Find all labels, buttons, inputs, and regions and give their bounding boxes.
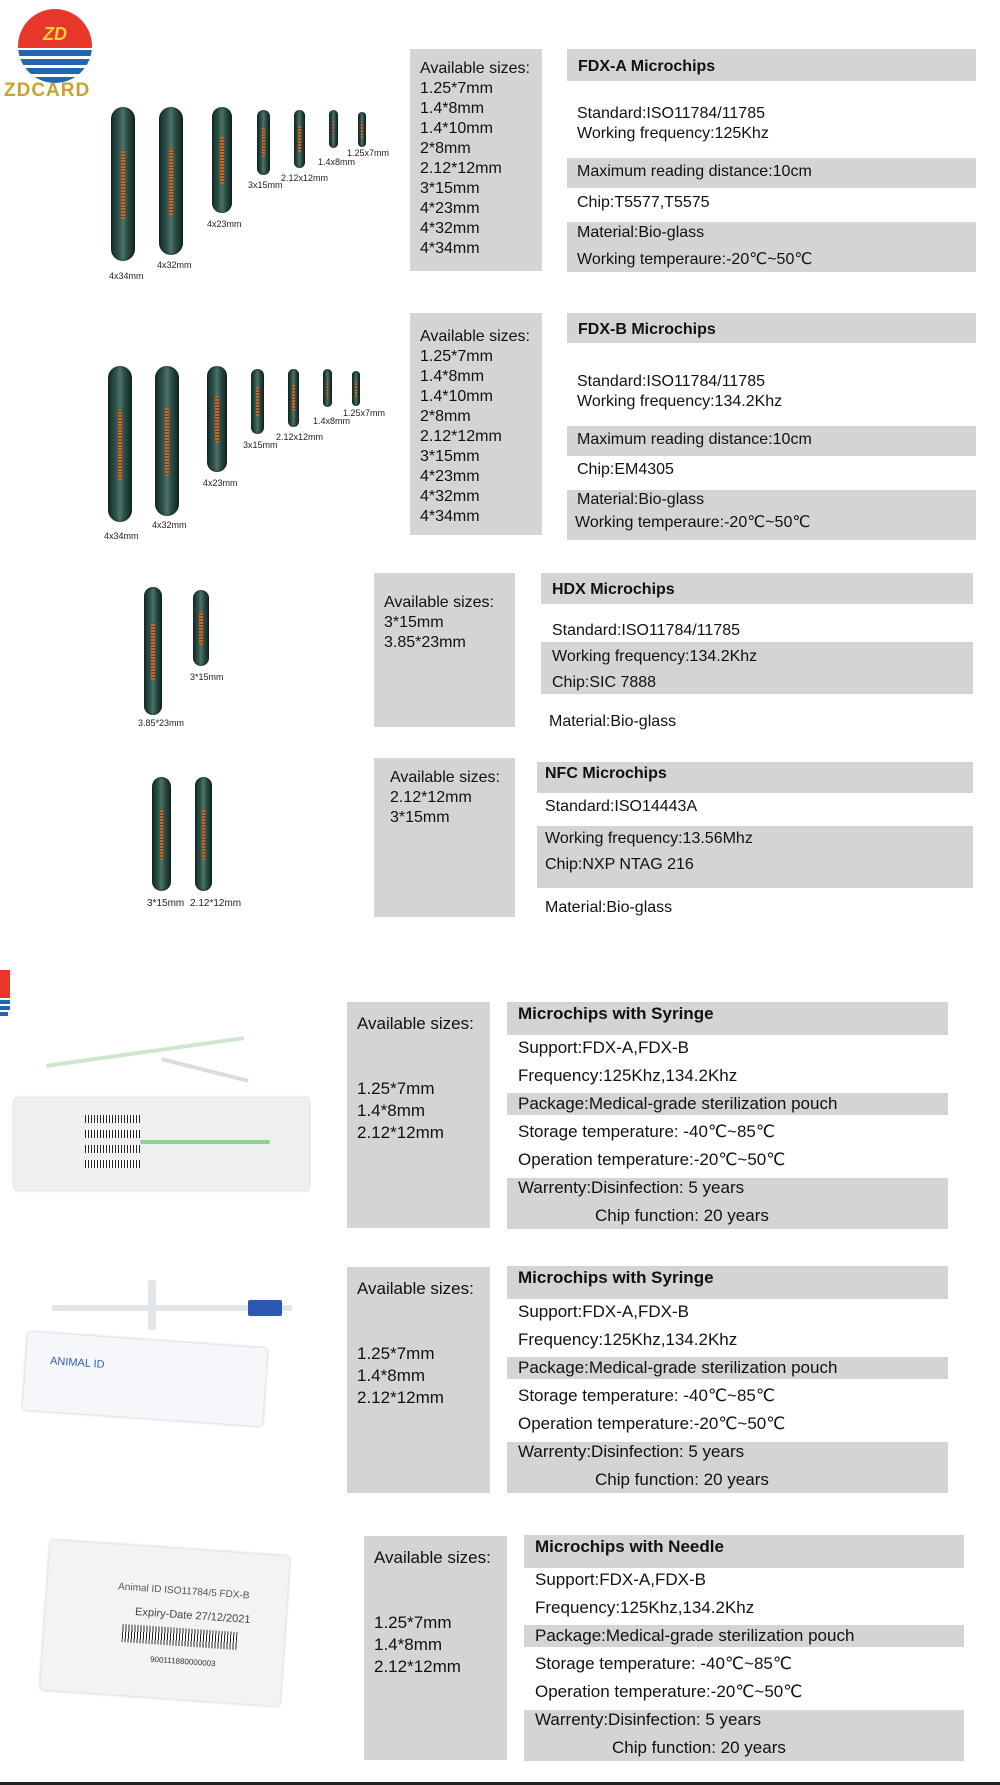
chip-image <box>323 369 332 407</box>
section-title: FDX-A Microchips <box>578 58 716 75</box>
spec-line: Standard:ISO11784/11785 <box>577 373 765 390</box>
chip-image <box>111 107 135 261</box>
barcode-image <box>85 1115 140 1123</box>
spec-line: Working frequency:134.2Khz <box>577 393 783 410</box>
syringe-plunger <box>248 1300 282 1316</box>
chip-caption: 3x15mm <box>243 440 278 450</box>
size-item: 1.4*8mm <box>357 1101 426 1120</box>
section-title: Microchips with Syringe <box>518 1268 714 1287</box>
size-item: 2.12*12mm <box>357 1388 444 1407</box>
chip-image <box>159 107 183 255</box>
size-item: 4*23mm <box>420 200 480 217</box>
spec-line: Working temperaure:-20℃~50℃ <box>575 514 811 531</box>
chip-caption: 1.4x8mm <box>313 416 351 426</box>
chip-caption: 4x32mm <box>157 260 192 270</box>
sizes-box <box>374 758 515 917</box>
chip-image <box>352 371 360 406</box>
chip-caption: 2.12x12mm <box>276 432 324 442</box>
chip-caption: 3*15mm <box>147 898 185 909</box>
size-item: 1.4*8mm <box>374 1635 443 1654</box>
chip-caption: 3x15mm <box>248 180 283 190</box>
chip-image <box>294 110 305 168</box>
size-item: 2.12*12mm <box>390 789 472 806</box>
barcode-image <box>85 1145 140 1153</box>
size-item: 1.4*8mm <box>420 100 485 117</box>
syringe-image <box>140 1140 270 1144</box>
size-item: 3*15mm <box>384 614 444 631</box>
chip-image <box>152 777 171 891</box>
spec-line: Warrenty:Disinfection: 5 years <box>518 1178 745 1197</box>
size-item: 3*15mm <box>420 180 480 197</box>
chip-caption: 2.12x12mm <box>281 173 329 183</box>
spec-line: Standard:ISO11784/11785 <box>577 105 765 122</box>
spec-line: Warrenty:Disinfection: 5 years <box>518 1442 745 1461</box>
size-item: 1.4*10mm <box>420 388 493 405</box>
sizes-label: Available sizes: <box>357 1014 474 1033</box>
size-item: 2*8mm <box>420 408 471 425</box>
spec-line: Frequency:125Khz,134.2Khz <box>535 1598 755 1617</box>
chip-caption: 3*15mm <box>190 672 224 682</box>
size-item: 4*32mm <box>420 488 480 505</box>
size-item: 1.25*7mm <box>420 80 493 97</box>
sizes-label: Available sizes: <box>384 594 494 611</box>
spec-line: Chip function: 20 years <box>595 1206 769 1225</box>
syringe-image <box>148 1280 156 1330</box>
pouch-image <box>14 1098 309 1190</box>
pouch-image <box>23 1332 268 1427</box>
sizes-box <box>364 1536 507 1760</box>
spec-line: Warrenty:Disinfection: 5 years <box>535 1710 762 1729</box>
chip-caption: 2.12*12mm <box>190 898 242 909</box>
pouch-label: Expiry-Date 27/12/2021 <box>134 1605 251 1627</box>
spec-line: Operation temperature:-20℃~50℃ <box>518 1150 786 1169</box>
pouch-label: Animal ID ISO11784/5 FDX-B <box>117 1581 250 1602</box>
size-item: 2.12*12mm <box>357 1123 444 1142</box>
chip-image <box>144 587 162 715</box>
chip-image <box>212 107 232 213</box>
spec-line: Chip function: 20 years <box>612 1738 786 1757</box>
size-item: 1.25*7mm <box>357 1344 435 1363</box>
chip-image <box>358 112 366 147</box>
size-item: 1.4*8mm <box>420 368 485 385</box>
spec-line: Support:FDX-A,FDX-B <box>518 1302 689 1321</box>
chip-image <box>193 590 209 666</box>
size-item: 4*34mm <box>420 508 480 525</box>
brand-name: ZDCARD <box>4 80 91 101</box>
pouch-label: ANIMAL ID <box>49 1355 105 1371</box>
chip-image <box>251 369 264 434</box>
section-title: HDX Microchips <box>552 581 675 598</box>
size-item: 1.25*7mm <box>357 1079 435 1098</box>
chip-caption: 1.25x7mm <box>347 148 390 158</box>
spec-line: Support:FDX-A,FDX-B <box>535 1570 706 1589</box>
spec-line: Frequency:125Khz,134.2Khz <box>518 1066 738 1085</box>
sizes-label: Available sizes: <box>357 1279 474 1298</box>
spec-line: Chip:SIC 7888 <box>552 674 657 691</box>
partial-logo <box>0 970 10 1020</box>
spec-line: Chip function: 20 years <box>595 1470 769 1489</box>
spec-line: Standard:ISO14443A <box>545 798 698 815</box>
spec-line: Material:Bio-glass <box>577 491 705 508</box>
chip-image <box>108 366 132 522</box>
size-item: 4*32mm <box>420 220 480 237</box>
spec-line: Operation temperature:-20℃~50℃ <box>518 1414 786 1433</box>
chip-caption: 4x34mm <box>104 531 139 541</box>
needle-image <box>161 1057 249 1083</box>
barcode-image <box>85 1160 140 1168</box>
size-item: 3*15mm <box>420 448 480 465</box>
size-item: 2.12*12mm <box>420 428 502 445</box>
chip-caption: 1.4x8mm <box>318 157 356 167</box>
spec-line: Chip:EM4305 <box>577 461 674 478</box>
size-item: 1.25*7mm <box>374 1613 452 1632</box>
spec-line: Storage temperature: -40℃~85℃ <box>535 1654 792 1673</box>
chip-image <box>155 366 179 516</box>
size-item: 2.12*12mm <box>420 160 502 177</box>
barcode-image <box>85 1130 140 1138</box>
svg-text:ZD: ZD <box>43 24 67 44</box>
spec-line: Support:FDX-A,FDX-B <box>518 1038 689 1057</box>
section-title: Microchips with Syringe <box>518 1004 714 1023</box>
size-item: 2*8mm <box>420 140 471 157</box>
sizes-label: Available sizes: <box>390 769 500 786</box>
spec-line: Storage temperature: -40℃~85℃ <box>518 1122 775 1141</box>
size-item: 3.85*23mm <box>384 634 466 651</box>
section-title: NFC Microchips <box>545 765 667 782</box>
size-item: 3*15mm <box>390 809 450 826</box>
spec-line: Working frequency:13.56Mhz <box>545 830 753 847</box>
spec-line: Operation temperature:-20℃~50℃ <box>535 1682 803 1701</box>
chip-caption: 1.25x7mm <box>343 408 386 418</box>
spec-line: Storage temperature: -40℃~85℃ <box>518 1386 775 1405</box>
syringe-image <box>46 1036 245 1068</box>
chip-caption: 4x32mm <box>152 520 187 530</box>
spec-line: Material:Bio-glass <box>549 713 677 730</box>
spec-line: Material:Bio-glass <box>545 899 673 916</box>
chip-image <box>329 110 338 148</box>
size-item: 4*23mm <box>420 468 480 485</box>
sizes-label: Available sizes: <box>374 1548 491 1567</box>
section-title: Microchips with Needle <box>535 1537 724 1556</box>
sizes-label: Available sizes: <box>420 328 530 345</box>
sizes-box <box>347 1002 490 1228</box>
spec-line: Standard:ISO11784/11785 <box>552 622 740 639</box>
spec-line: Frequency:125Khz,134.2Khz <box>518 1330 738 1349</box>
spec-line: Working temperaure:-20℃~50℃ <box>577 251 813 268</box>
spec-line: Package:Medical-grade sterilization pouch <box>518 1358 838 1377</box>
size-item: 1.4*10mm <box>420 120 493 137</box>
chip-caption: 4x23mm <box>207 219 242 229</box>
chip-caption: 4x34mm <box>109 271 144 281</box>
spec-line: Working frequency:125Khz <box>577 125 769 142</box>
sizes-box <box>374 573 515 727</box>
chip-image <box>207 366 227 472</box>
spec-line: Working frequency:134.2Khz <box>552 648 758 665</box>
size-item: 1.25*7mm <box>420 348 493 365</box>
sizes-box <box>410 49 542 271</box>
size-item: 2.12*12mm <box>374 1657 461 1676</box>
spec-line: Chip:T5577,T5575 <box>577 194 710 211</box>
section-title: FDX-B Microchips <box>578 321 716 338</box>
chip-image <box>257 110 270 175</box>
size-item: 4*34mm <box>420 240 480 257</box>
spec-line: Maximum reading distance:10cm <box>577 163 812 180</box>
spec-line: Chip:NXP NTAG 216 <box>545 856 694 873</box>
pouch-label: 900111880000003 <box>149 1654 216 1669</box>
size-item: 1.4*8mm <box>357 1366 426 1385</box>
chip-image <box>195 777 212 891</box>
sizes-label: Available sizes: <box>420 60 530 77</box>
spec-line: Material:Bio-glass <box>577 224 705 241</box>
chip-image <box>288 369 299 427</box>
sizes-box <box>347 1267 490 1493</box>
chip-caption: 4x23mm <box>203 478 238 488</box>
spec-line: Package:Medical-grade sterilization pouch <box>518 1094 838 1113</box>
chip-caption: 3.85*23mm <box>138 718 185 728</box>
spec-line: Package:Medical-grade sterilization pouch <box>535 1626 855 1645</box>
sizes-box <box>410 313 542 535</box>
spec-line: Maximum reading distance:10cm <box>577 431 812 448</box>
